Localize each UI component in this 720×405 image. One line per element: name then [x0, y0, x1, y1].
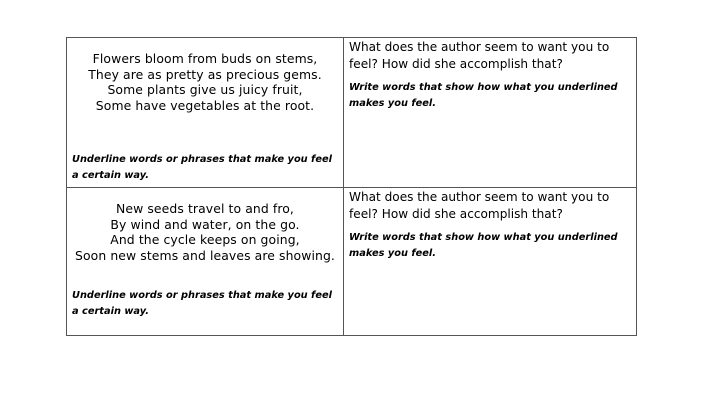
instruction-line: a certain way.: [72, 305, 149, 317]
question-line: What does the author seem to want you to: [349, 40, 610, 54]
question-line: feel? How did she accomplish that?: [349, 56, 563, 71]
poem-line: And the cycle keeps on going,: [110, 232, 300, 247]
question-line: feel? How did she accomplish that?: [349, 206, 563, 221]
poem-1: [67, 38, 343, 113]
poem-line: Flowers bloom from buds on stems,: [92, 51, 318, 66]
poem-line: Soon new stems and leaves are showing.: [75, 247, 335, 263]
underline-instruction-1: [67, 152, 332, 183]
poem-line: They are as pretty as precious gems.: [88, 66, 322, 82]
underline-instruction-2: [67, 288, 332, 319]
worksheet-table: [66, 37, 637, 336]
question-1: [344, 38, 636, 72]
question-cell-1: [344, 38, 637, 188]
prompt-line: makes you feel.: [349, 247, 437, 259]
instruction-line: Underline words or phrases that make you feel: [72, 154, 332, 165]
write-prompt-1: [344, 72, 636, 111]
question-line: What does the author seem to want you to: [349, 190, 610, 204]
instruction-line: Underline words or phrases that make you feel: [72, 290, 332, 301]
question-cell-2: [344, 188, 637, 336]
instruction-line: a certain way.: [72, 169, 149, 181]
poem-line: New seeds travel to and fro,: [116, 201, 294, 216]
prompt-line: Write words that show how what you underlined: [349, 232, 618, 243]
poem-cell-1: [67, 38, 344, 188]
prompt-line: makes you feel.: [349, 97, 437, 109]
poem-2: [67, 188, 343, 263]
card-row-1: [67, 38, 637, 188]
poem-line: Some have vegetables at the root.: [95, 97, 315, 113]
card-row-2: [67, 188, 637, 336]
poem-line: Some plants give us juicy fruit,: [107, 82, 303, 97]
question-2: [344, 188, 636, 222]
prompt-line: Write words that show how what you underlined: [349, 82, 618, 93]
poem-cell-2: [67, 188, 344, 336]
poem-line: By wind and water, on the go.: [110, 216, 300, 232]
write-prompt-2: [344, 222, 636, 261]
